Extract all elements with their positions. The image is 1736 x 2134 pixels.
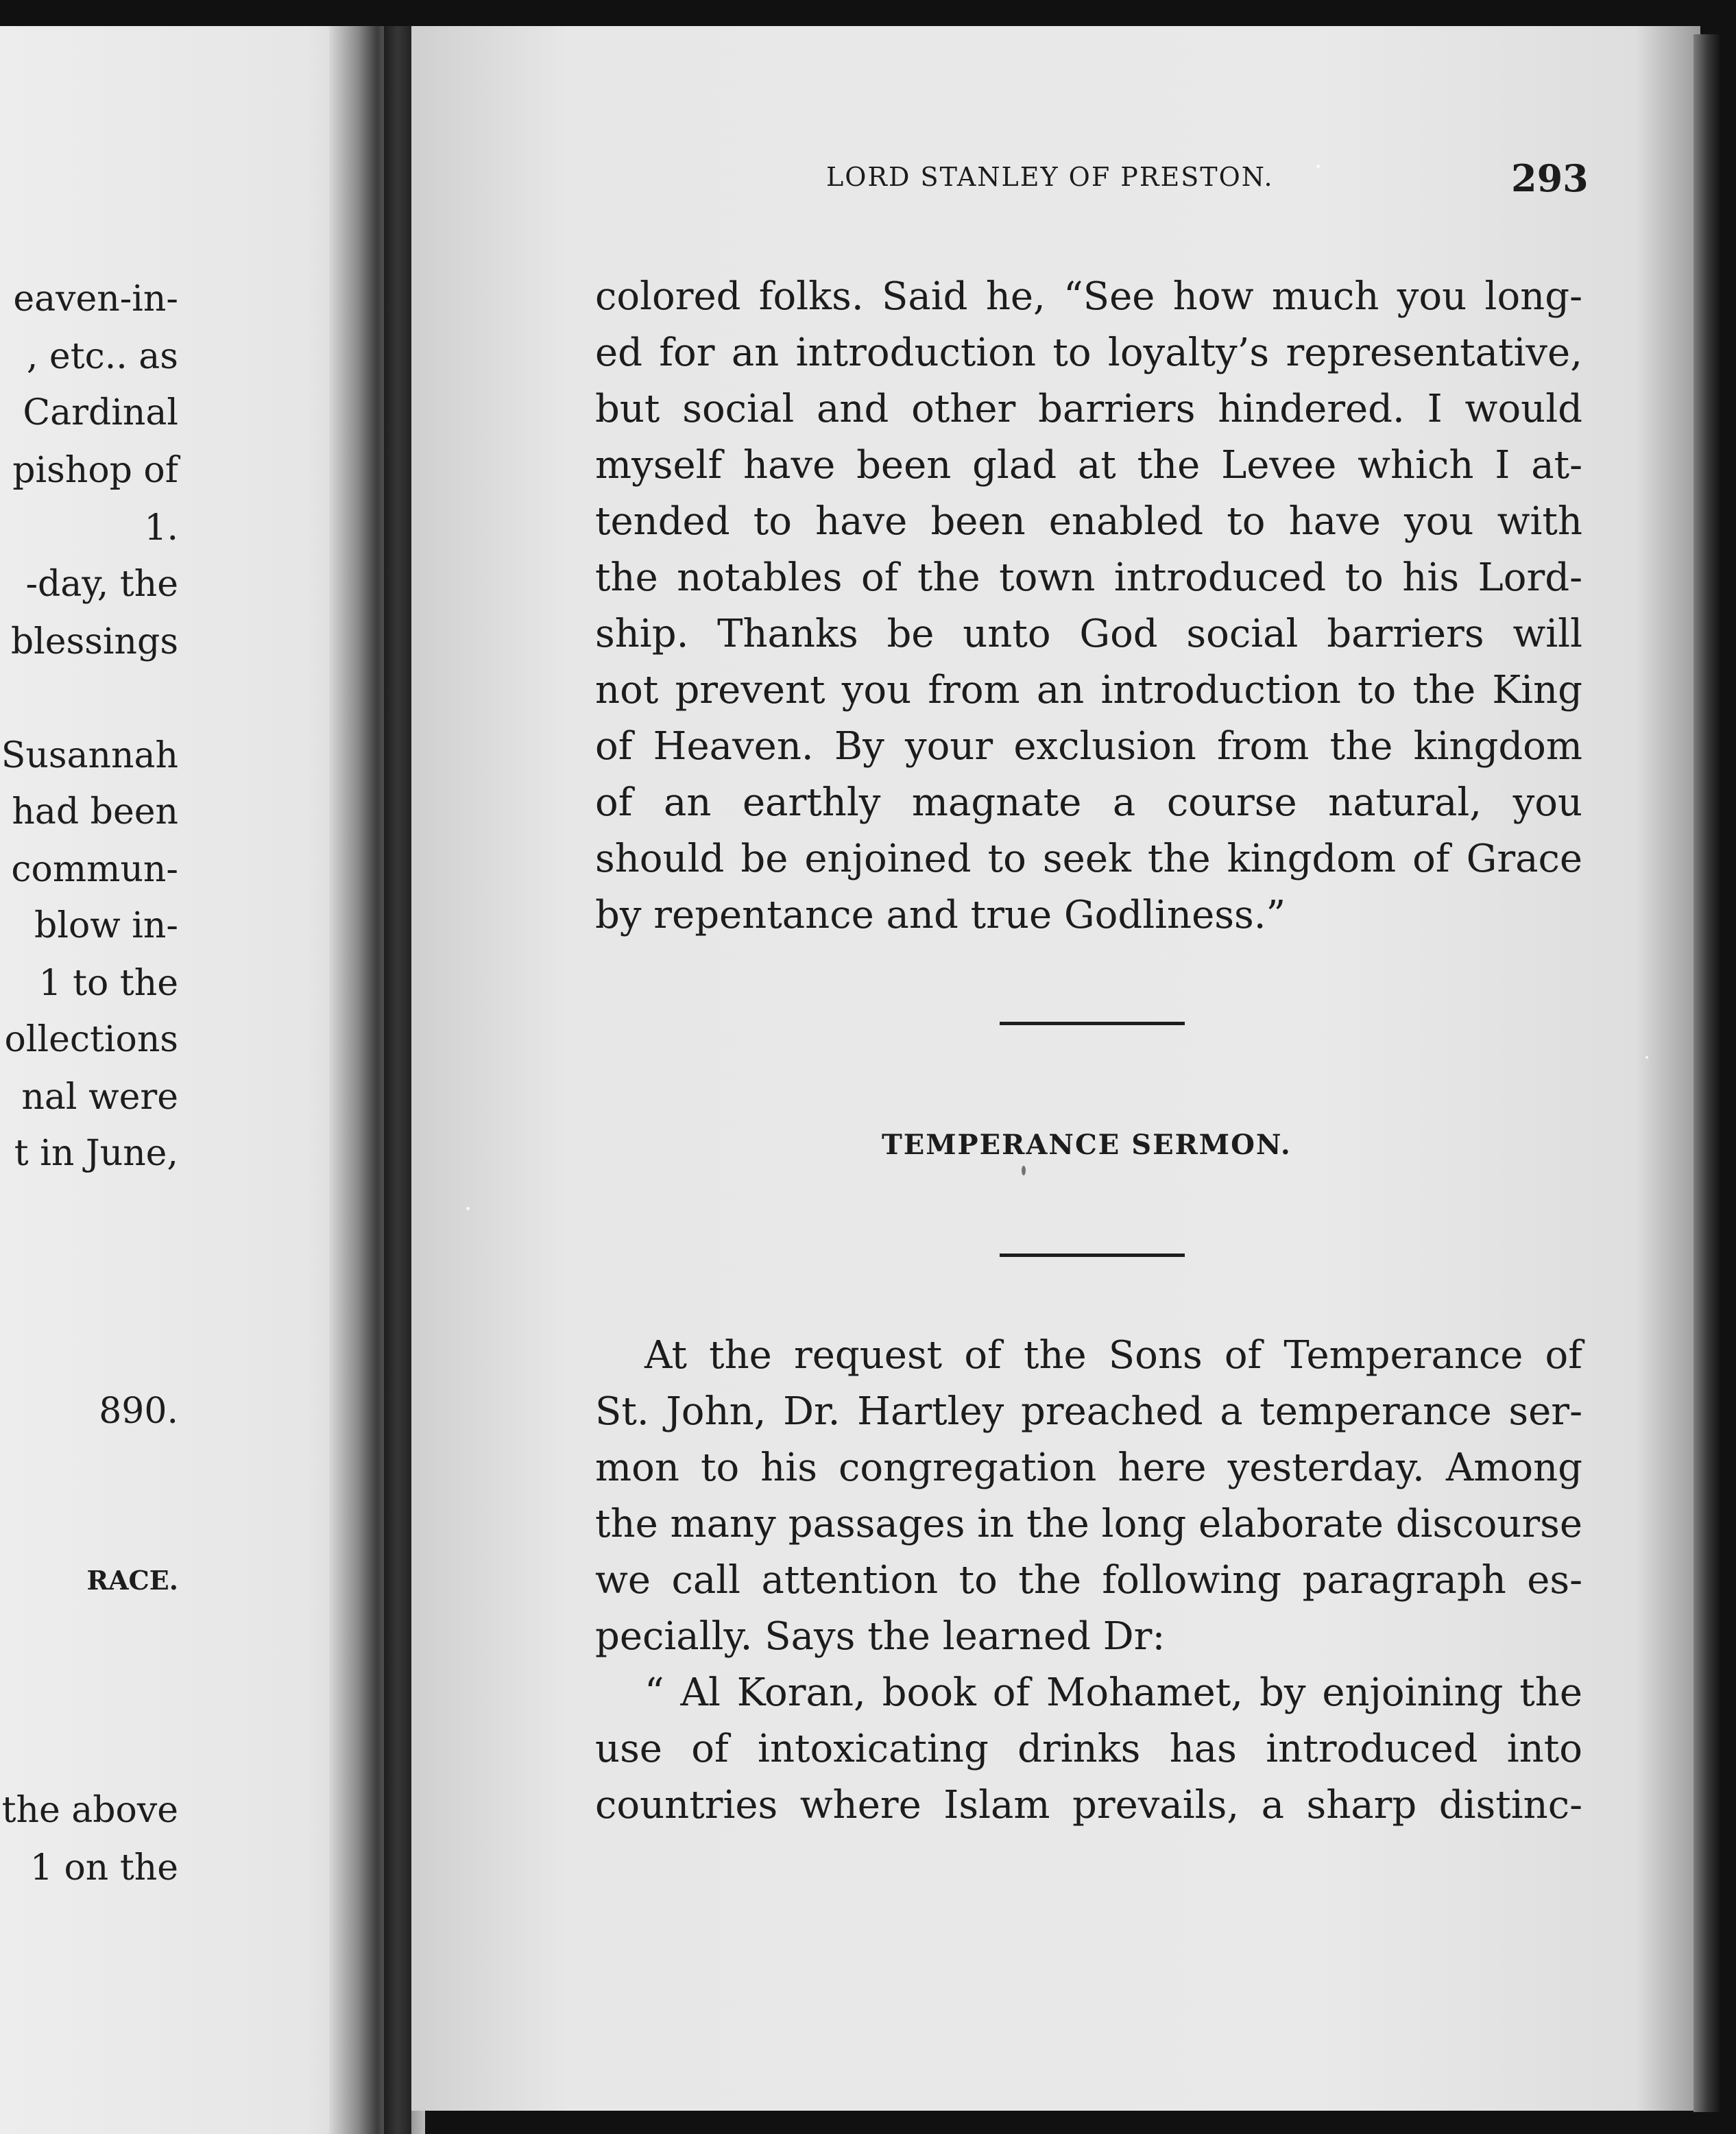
- section-rule-top: [1000, 1022, 1185, 1025]
- text-line: mon to his congregation here yesterday. Among: [595, 1446, 1582, 1490]
- text-line: by repentance and true Godliness.”: [595, 893, 1286, 937]
- left-line: 1 on the: [29, 1847, 178, 1889]
- left-line: 890.: [99, 1391, 178, 1432]
- left-page: [0, 26, 384, 2134]
- left-line: -day, the: [25, 564, 178, 605]
- left-line: Susannah: [1, 735, 178, 776]
- text-line: myself have been glad at the Levee which I at-: [595, 443, 1582, 488]
- text-line: At the request of the Sons of Temperance of: [644, 1333, 1582, 1378]
- left-line: 1 to the: [38, 963, 178, 1004]
- scan-speck: [466, 1207, 470, 1210]
- left-line: , etc.. as: [26, 336, 178, 377]
- text-line: “ Al Koran, book of Mohamet, by enjoining the: [644, 1670, 1582, 1715]
- text-line: the many passages in the long elaborate discourse: [595, 1502, 1582, 1546]
- scan-speck: [1645, 1056, 1648, 1059]
- text-line: we call attention to the following paragraph es-: [595, 1558, 1582, 1603]
- left-line: ollections: [4, 1019, 178, 1060]
- paragraph-2: [595, 1328, 1582, 1665]
- text-line: St. John, Dr. Hartley preached a temperance ser-: [595, 1389, 1582, 1434]
- left-line: nal were: [21, 1077, 178, 1118]
- paragraph-1: [595, 269, 1582, 944]
- page-number: 293: [1511, 156, 1589, 200]
- text-line: use of intoxicating drinks has introduced into: [595, 1727, 1582, 1771]
- scan-speck: [1022, 1166, 1026, 1175]
- left-line: had been: [12, 791, 178, 832]
- text-line: countries where Islam prevails, a sharp distinc-: [595, 1783, 1582, 1827]
- left-line: 1.: [144, 507, 178, 549]
- text-line: ed for an introduction to loyalty’s representative,: [595, 331, 1582, 375]
- left-line: eaven-in-: [13, 278, 178, 320]
- running-head: LORD STANLEY OF PRESTON.: [826, 162, 1274, 192]
- text-line: the notables of the town introduced to his Lord-: [595, 555, 1582, 600]
- text-line: colored folks. Said he, “See how much you long-: [595, 274, 1582, 319]
- left-line: blessings: [10, 621, 178, 662]
- paragraph-3: [595, 1665, 1582, 1834]
- left-line: pishop of: [12, 450, 178, 491]
- text-line: tended to have been enabled to have you with: [595, 499, 1582, 544]
- text-line: not prevent you from an introduction to the King: [595, 668, 1582, 712]
- left-line: Cardinal: [23, 392, 178, 433]
- section-title: TEMPERANCE SERMON.: [882, 1129, 1292, 1161]
- section-rule-bottom: [1000, 1254, 1185, 1257]
- torn-binding: [384, 26, 411, 2134]
- scan-speck: [1316, 165, 1320, 168]
- text-line: ship. Thanks be unto God social barriers will: [595, 612, 1582, 656]
- text-line: pecially. Says the learned Dr:: [595, 1614, 1166, 1659]
- text-line: but social and other barriers hindered. I would: [595, 387, 1582, 431]
- left-line: commun-: [11, 849, 178, 890]
- text-line: of Heaven. By your exclusion from the kingdom: [595, 724, 1582, 769]
- left-line: the above: [1, 1790, 178, 1831]
- left-line: t in June,: [14, 1133, 178, 1174]
- left-heading-fragment: RACE.: [86, 1565, 178, 1596]
- left-line: blow in-: [34, 905, 178, 946]
- text-line: of an earthly magnate a course natural, you: [595, 780, 1582, 825]
- page-edge-shadow: [1693, 34, 1721, 2112]
- text-line: should be enjoined to seek the kingdom of Grace: [595, 837, 1582, 881]
